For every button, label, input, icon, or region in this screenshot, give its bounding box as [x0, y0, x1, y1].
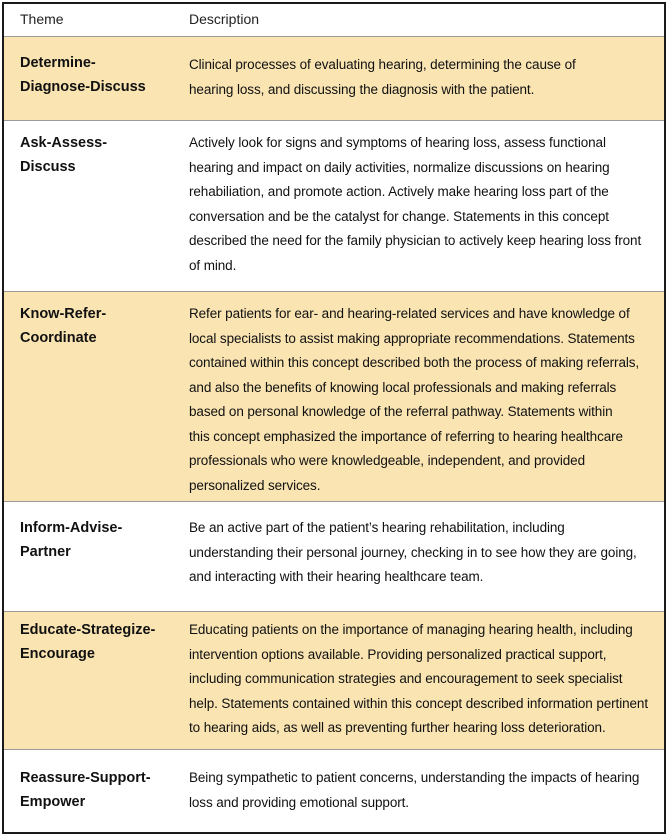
description-line: professionals who were knowledgeable, independent, and provided: [189, 453, 585, 468]
description-line: understanding their personal journey, checking in to see how they are going,: [189, 544, 637, 560]
description-line: Be an active part of the patient’s hearing rehabilitation, including: [189, 520, 565, 535]
description-line: Being sympathetic to patient concerns, understanding the impacts of hearing: [189, 770, 640, 785]
description-cell: [189, 516, 659, 590]
description-line: this concept emphasized the importance of referring to hearing healthcare: [189, 428, 623, 444]
description-line: hearing and impact on daily activities, normalize discussions on hearing: [189, 159, 610, 175]
description-line: intervention options available. Providing personalized practical support,: [189, 646, 607, 662]
description-line: to hearing aids, as well as preventing further hearing loss deterioration.: [189, 720, 606, 735]
description-line: based on personal knowledge of the referral pathway. Statements within: [189, 404, 613, 419]
description-cell: [189, 618, 659, 741]
description-line: conversation and be the catalyst for change. Statements in this concept: [189, 208, 609, 224]
theme-cell: Reassure-Support- Empower: [20, 770, 151, 810]
table-row: [4, 120, 664, 291]
description-line: hearing loss, and discussing the diagnosis with the patient.: [189, 81, 535, 97]
theme-cell: Ask-Assess- Discuss: [20, 135, 108, 175]
table-header: [4, 4, 664, 36]
description-cell: [189, 766, 659, 815]
description-line: contained within this concept described both the process of making referrals,: [189, 355, 640, 370]
table-row: [4, 611, 664, 749]
theme-cell: Inform-Advise- Partner: [20, 520, 123, 560]
description-line: Refer patients for ear- and hearing-related services and have knowledge of: [189, 306, 630, 321]
description-line: personalized services.: [189, 477, 321, 493]
description-line: of mind.: [189, 257, 237, 273]
description-column-header: Description: [189, 11, 260, 27]
description-cell: [189, 302, 659, 498]
description-line: Educating patients on the importance of managing hearing health, including: [189, 622, 633, 637]
theme-column-header: Theme: [20, 11, 64, 27]
description-cell: [189, 131, 659, 278]
description-line: Actively look for signs and symptoms of hearing loss, assess functional: [189, 135, 606, 150]
table-row: [4, 291, 664, 501]
description-line: rehabiliation, and promote action. Actively make hearing loss part of the: [189, 184, 609, 199]
table-row: [4, 749, 664, 834]
description-line: described the need for the family physician to actively keep hearing loss front: [189, 233, 642, 248]
theme-cell: Educate-Strategize- Encourage: [20, 622, 156, 662]
themes-table: [2, 2, 666, 834]
description-line: local specialists to assist making appropriate recommendations. Statements: [189, 330, 635, 346]
theme-cell: Know-Refer- Coordinate: [20, 306, 107, 346]
description-line: including communication strategies and encouragement to seek specialist: [189, 671, 623, 686]
description-line: and interacting with their hearing healthcare team.: [189, 569, 484, 584]
description-line: help. Statements contained within this concept described information pertinent: [189, 695, 648, 711]
theme-cell: Determine- Diagnose-Discuss: [20, 55, 146, 95]
description-line: and also the benefits of knowing local professionals and making referrals: [189, 379, 617, 395]
description-line: Clinical processes of evaluating hearing, determining the cause of: [189, 57, 576, 72]
table-row: [4, 36, 664, 120]
description-cell: [189, 53, 659, 102]
description-line: loss and providing emotional support.: [189, 794, 409, 810]
table-row: [4, 501, 664, 611]
